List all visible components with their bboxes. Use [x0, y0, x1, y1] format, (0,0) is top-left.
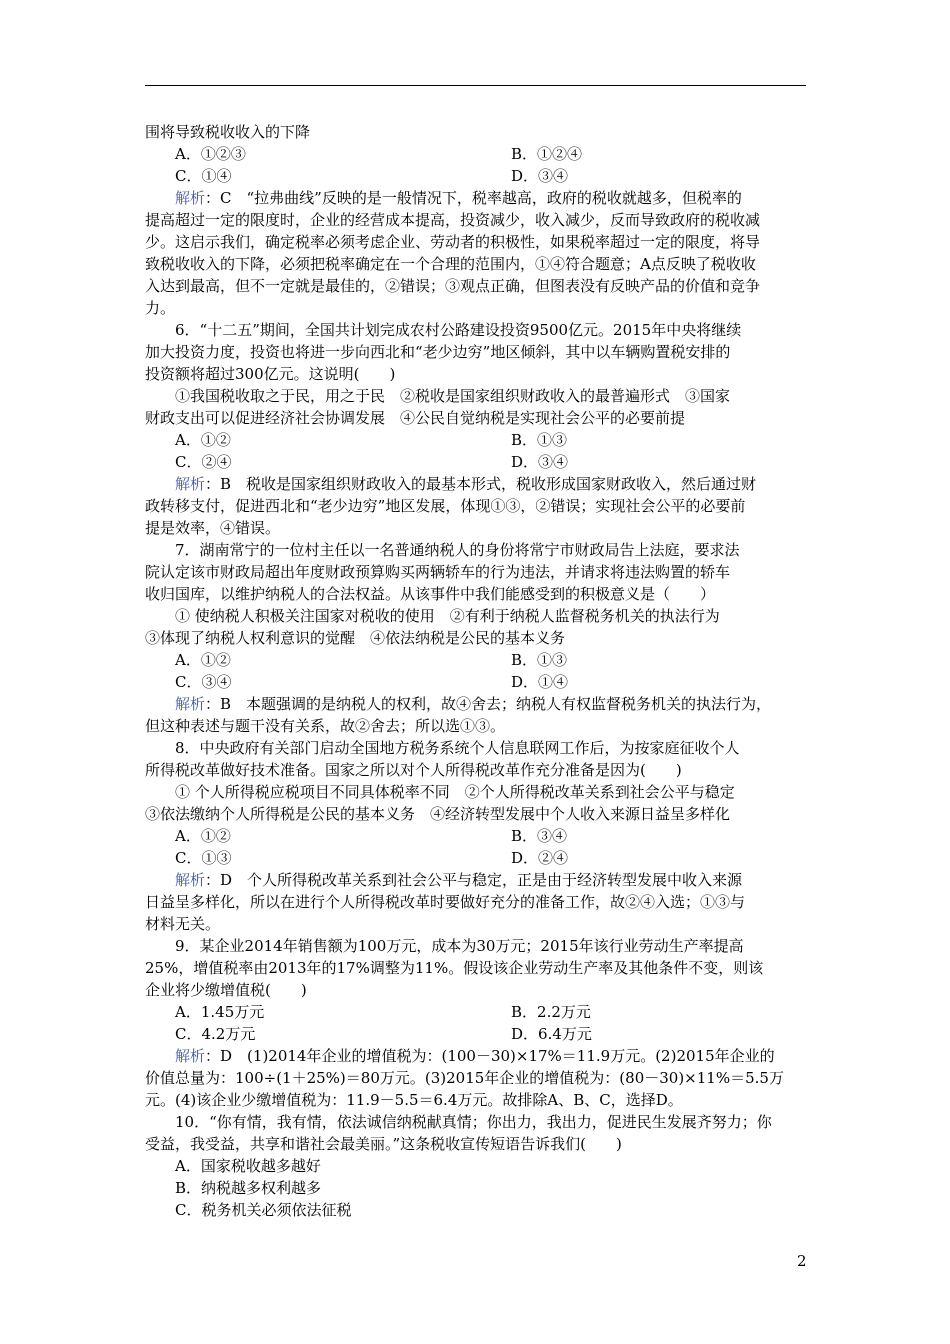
text-line: [145, 495, 806, 517]
option-0: C．②④: [175, 453, 232, 471]
text-line: [145, 253, 806, 275]
option-0: C．①③: [175, 849, 232, 867]
text-line: [145, 231, 806, 253]
option-0: C．①④: [175, 167, 232, 185]
text-line: [145, 979, 806, 1001]
line-text: 投资额将超过300亿元。这说明( ): [145, 365, 396, 383]
line-text: 院认定该市财政局超出年度财政预算购买两辆轿车的行为违法，并请求将违法购置的轿车: [145, 563, 731, 581]
option-1: D．③④: [511, 453, 569, 471]
analysis-label: 解析: [175, 189, 206, 207]
line-text: 7．湖南常宁的一位村主任以一名普通纳税人的身份将常宁市财政局告上法庭，要求法: [175, 541, 740, 559]
text-line: [145, 1111, 806, 1133]
text-line: [145, 715, 806, 737]
line-text: 元。(4)该企业少缴增值税为：11.9－5.5＝6.4万元。故排除A、B、C，选择D。: [145, 1091, 683, 1109]
line-text: 力。: [145, 299, 176, 317]
text-line: [145, 583, 806, 605]
option-row: [145, 143, 806, 165]
line-text: 但这种表述与题干没有关系，故②舍去；所以选①③。: [145, 717, 506, 735]
option-0: C．③④: [175, 673, 232, 691]
text-line: [145, 605, 806, 627]
line-text: 收归国库，以维护纳税人的合法权益。从该事件中我们能感受到的积极意义是（ ）: [145, 585, 716, 603]
line-text: ③体现了纳税人权利意识的觉醒 ④依法纳税是公民的基本义务: [145, 629, 566, 647]
text-line: [145, 803, 806, 825]
option-0: A．①②: [175, 431, 231, 449]
text-line: [145, 627, 806, 649]
text-line: [145, 913, 806, 935]
line-text: 受益，我受益，共享和谐社会最美丽。”这条税收宣传短语告诉我们( ): [145, 1135, 622, 1153]
text-line: [145, 517, 806, 539]
option-row: [145, 671, 806, 693]
text-line: [145, 121, 806, 143]
line-text: C．税务机关必须依法征税: [175, 1201, 352, 1219]
analysis-line: [145, 187, 806, 209]
line-text: ：C “拉弗曲线”反映的是一般情况下，税率越高，政府的税收就越多，但税率的: [205, 189, 742, 207]
option-1: B．①②④: [511, 145, 583, 163]
option-1: D．②④: [511, 849, 569, 867]
line-text: A．国家税收越多越好: [175, 1157, 321, 1175]
option-1: B．①③: [511, 431, 568, 449]
text-line: [145, 891, 806, 913]
line-text: ：B 本题强调的是纳税人的权利，故④舍去；纳税人有权监督税务机关的执法行为，: [205, 695, 772, 713]
option-0: A．1.45万元: [175, 1003, 265, 1021]
option-row: [145, 1023, 806, 1045]
line-text: 日益呈多样化，所以在进行个人所得税改革时要做好充分的准备工作，故②④入选；①③与: [145, 893, 746, 911]
line-text: 财政支出可以促进经济社会协调发展 ④公民自觉纳税是实现社会公平的必要前提: [145, 409, 686, 427]
option-0: A．①②: [175, 827, 231, 845]
text-line: [145, 1155, 806, 1177]
line-text: B．纳税越多权利越多: [175, 1179, 322, 1197]
text-line: [145, 1199, 806, 1221]
document-body: [145, 121, 806, 1221]
analysis-line: [145, 693, 806, 715]
line-text: 价值总量为：100÷(1＋25%)＝80万元。(3)2015年企业的增值税为：(80－30)×11%＝5.5万: [145, 1069, 784, 1087]
option-1: B．2.2万元: [511, 1003, 591, 1021]
text-line: [145, 407, 806, 429]
analysis-line: [145, 1045, 806, 1067]
line-text: ③依法缴纳个人所得税是公民的基本义务 ④经济转型发展中个人收入来源日益呈多样化: [145, 805, 731, 823]
line-text: 10．“你有情，我有情，依法诚信纳税献真情；你出力，我出力，促进民生发展齐努力；你: [175, 1113, 772, 1131]
text-line: [145, 561, 806, 583]
line-text: 企业将少缴增值税( ): [145, 981, 307, 999]
analysis-label: 解析: [175, 695, 206, 713]
option-1: B．①③: [511, 651, 568, 669]
line-text: 25%，增值税率由2013年的17%调整为11%。假设该企业劳动生产率及其他条件不变，则该: [145, 959, 764, 977]
line-text: 少。这启示我们，确定税率必须考虑企业、劳动者的积极性，如果税率超过一定的限度，将导: [145, 233, 761, 251]
text-line: [145, 935, 806, 957]
text-line: [145, 1089, 806, 1111]
line-text: 围将导致税收收入的下降: [145, 123, 311, 141]
analysis-label: 解析: [175, 1047, 206, 1065]
option-0: A．①②③: [175, 145, 246, 163]
line-text: ：D (1)2014年企业的增值税为：(100－30)×17%＝11.9万元。(2)2015年企业的: [205, 1047, 775, 1065]
page-number: 2: [797, 1252, 807, 1270]
line-text: ① 使纳税人积极关注国家对税收的使用 ②有利于纳税人监督税务机关的执法行为: [175, 607, 720, 625]
option-row: [145, 429, 806, 451]
option-0: A．①②: [175, 651, 231, 669]
line-text: ①我国税收取之于民，用之于民 ②税收是国家组织财政收入的最普遍形式 ③国家: [175, 387, 731, 405]
option-1: D．①④: [511, 673, 569, 691]
text-line: [145, 341, 806, 363]
text-line: [145, 781, 806, 803]
option-row: [145, 1001, 806, 1023]
analysis-label: 解析: [175, 871, 206, 889]
option-1: B．③④: [511, 827, 568, 845]
header-rule: [145, 85, 806, 86]
text-line: [145, 1067, 806, 1089]
text-line: [145, 297, 806, 319]
option-row: [145, 847, 806, 869]
analysis-label: 解析: [175, 475, 206, 493]
line-text: 入达到最高，但不一定就是最佳的，②错误；③观点正确，但图表没有反映产品的价值和竞争: [145, 277, 761, 295]
text-line: [145, 209, 806, 231]
text-line: [145, 319, 806, 341]
line-text: 致税收收入的下降，必须把税率确定在一个合理的范围内，①④符合题意；A点反映了税收收: [145, 255, 756, 273]
line-text: 提高超过一定的限度时，企业的经营成本提高，投资减少，收入减少，反而导致政府的税收减: [145, 211, 761, 229]
line-text: 政转移支付，促进西北和“老少边穷”地区发展，体现①③，②错误；实现社会公平的必要前: [145, 497, 746, 515]
text-line: [145, 385, 806, 407]
line-text: ：B 税收是国家组织财政收入的最基本形式，税收形成国家财政收入，然后通过财: [205, 475, 757, 493]
text-line: [145, 539, 806, 561]
text-line: [145, 275, 806, 297]
option-row: [145, 649, 806, 671]
analysis-line: [145, 869, 806, 891]
line-text: 9．某企业2014年销售额为100万元，成本为30万元；2015年该行业劳动生产率提高: [175, 937, 744, 955]
text-line: [145, 737, 806, 759]
option-0: C．4.2万元: [175, 1025, 256, 1043]
option-row: [145, 451, 806, 473]
option-1: D．③④: [511, 167, 569, 185]
line-text: 6．“十二五”期间，全国共计划完成农村公路建设投资9500亿元。2015年中央将继续: [175, 321, 742, 339]
option-row: [145, 825, 806, 847]
text-line: [145, 759, 806, 781]
line-text: 材料无关。: [145, 915, 221, 933]
line-text: ① 个人所得税应税项目不同具体税率不同 ②个人所得税改革关系到社会公平与稳定: [175, 783, 735, 801]
text-line: [145, 1133, 806, 1155]
option-1: D．6.4万元: [511, 1025, 592, 1043]
line-text: 提是效率，④错误。: [145, 519, 281, 537]
line-text: 所得税改革做好技术准备。国家之所以对个人所得税改革作充分准备是因为( ): [145, 761, 682, 779]
text-line: [145, 957, 806, 979]
option-row: [145, 165, 806, 187]
analysis-line: [145, 473, 806, 495]
text-line: [145, 1177, 806, 1199]
text-line: [145, 363, 806, 385]
line-text: 8．中央政府有关部门启动全国地方税务系统个人信息联网工作后，为按家庭征收个人: [175, 739, 740, 757]
line-text: 加大投资力度，投资也将进一步向西北和“老少边穷”地区倾斜，其中以车辆购置税安排的: [145, 343, 731, 361]
line-text: ：D 个人所得税改革关系到社会公平与稳定，正是由于经济转型发展中收入来源: [205, 871, 743, 889]
